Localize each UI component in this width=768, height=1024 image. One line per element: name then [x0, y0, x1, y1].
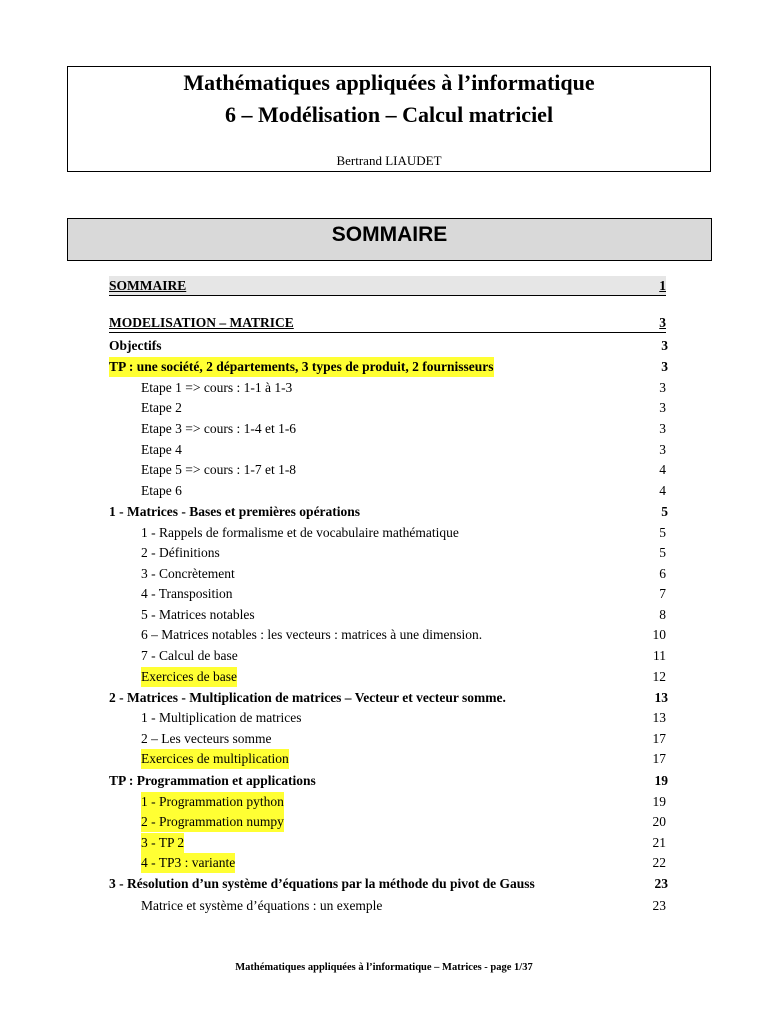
toc-entry-page: 11 [653, 648, 666, 663]
toc-entry-label: 4 - Transposition [141, 586, 233, 601]
toc-entry-page: 19 [654, 773, 668, 788]
toc-entry[interactable] [109, 605, 666, 625]
toc-entry[interactable] [109, 584, 666, 604]
toc-entry-page: 1 [659, 278, 666, 293]
toc-entry[interactable] [109, 502, 666, 522]
document-title: Mathématiques appliquées à l’informatique [183, 70, 595, 95]
toc-entry-label: 3 - Concrètement [141, 566, 235, 581]
toc-entry-label: Etape 4 [141, 442, 182, 457]
toc-entry[interactable] [109, 625, 666, 645]
toc-entry[interactable] [109, 688, 666, 708]
document-title-box [67, 66, 711, 172]
toc-entry[interactable] [109, 276, 666, 296]
toc-entry-page: 3 [659, 315, 666, 330]
toc-entry-label: Etape 5 => cours : 1-7 et 1-8 [141, 462, 297, 477]
toc-entry-label: TP : une société, 2 départements, 3 types de produit, 2 fournisseurs [109, 357, 494, 377]
toc-entry[interactable] [109, 481, 666, 501]
toc-entry-label: 3 - Résolution d’un système d’équations par la méthode du pivot de Gauss [109, 876, 535, 891]
toc-entry[interactable] [109, 357, 666, 377]
toc-entry-page: 10 [652, 627, 666, 642]
toc-entry[interactable] [109, 667, 666, 687]
toc-entry[interactable] [109, 313, 666, 333]
toc-entry-page: 3 [661, 359, 668, 374]
toc-entry-page: 6 [659, 566, 666, 581]
toc-entry-page: 8 [659, 607, 666, 622]
toc-entry-label: 1 - Matrices - Bases et premières opérations [109, 504, 361, 519]
toc-entry-page: 3 [659, 421, 666, 436]
sommaire-heading: SOMMAIRE [331, 223, 448, 246]
toc-entry-label: 6 – Matrices notables : les vecteurs : matrices à une dimension. [141, 627, 483, 642]
toc-entry-page: 3 [661, 338, 668, 353]
toc-entry-label: 7 - Calcul de base [141, 648, 238, 663]
toc-entry-page: 4 [659, 483, 666, 498]
toc-entry[interactable] [109, 833, 666, 853]
toc-entry-label: Etape 1 => cours : 1-1 à 1-3 [141, 380, 293, 395]
toc-entry-label: Exercices de base [141, 667, 237, 687]
toc-entry-label: 4 - TP3 : variante [141, 853, 235, 873]
toc-entry[interactable] [109, 792, 666, 812]
toc-entry[interactable] [109, 896, 666, 916]
toc-entry-page: 19 [652, 794, 666, 809]
toc-entry-page: 23 [654, 876, 668, 891]
toc-entry-page: 13 [652, 710, 666, 725]
toc-entry-label: 1 - Programmation python [141, 792, 284, 812]
page-footer: Mathématiques appliquées à l’informatique – Matrices - page 1/37 [235, 962, 533, 973]
document-subtitle: 6 – Modélisation – Calcul matriciel [224, 102, 554, 127]
toc-entry-label: Etape 6 [141, 483, 182, 498]
toc-entry[interactable] [109, 523, 666, 543]
toc-entry[interactable] [109, 440, 666, 460]
toc-entry-label: 2 - Matrices - Multiplication de matrices – Vecteur et vecteur somme. [109, 690, 506, 705]
toc-entry-page: 5 [661, 504, 668, 519]
toc-entry-label: 2 – Les vecteurs somme [141, 731, 272, 746]
toc-entry[interactable] [109, 853, 666, 873]
toc-entry[interactable] [109, 646, 666, 666]
toc-entry-label: TP : Programmation et applications [109, 773, 316, 788]
toc-entry-page: 7 [659, 586, 666, 601]
toc-entry-page: 3 [659, 442, 666, 457]
toc-entry[interactable] [109, 771, 666, 791]
toc-entry-page: 17 [652, 751, 666, 766]
toc-entry-label: 1 - Rappels de formalisme et de vocabulaire mathématique [141, 525, 459, 540]
toc-entry-label: Etape 2 [141, 400, 182, 415]
toc-entry[interactable] [109, 336, 666, 356]
toc-entry[interactable] [109, 708, 666, 728]
toc-entry-label: 5 - Matrices notables [141, 607, 255, 622]
toc-entry-label: Etape 3 => cours : 1-4 et 1-6 [141, 421, 297, 436]
toc-entry-page: 20 [652, 814, 666, 829]
toc-entry[interactable] [109, 460, 666, 480]
toc-entry-page: 13 [654, 690, 668, 705]
toc-entry-label: SOMMAIRE [109, 278, 187, 293]
toc-entry[interactable] [109, 543, 666, 563]
toc-entry[interactable] [109, 564, 666, 584]
toc-entry[interactable] [109, 749, 666, 769]
toc-entry[interactable] [109, 729, 666, 749]
toc-entry-label: Matrice et système d’équations : un exemple [141, 898, 383, 913]
toc-entry[interactable] [109, 378, 666, 398]
toc-entry-page: 3 [659, 380, 666, 395]
author-name: Bertrand LIAUDET [336, 153, 442, 168]
toc-entry-page: 4 [659, 462, 666, 477]
toc-entry-page: 12 [652, 669, 666, 684]
toc-entry[interactable] [109, 812, 666, 832]
toc-entry-label: MODELISATION – MATRICE [109, 315, 294, 330]
toc-entry-page: 21 [652, 835, 666, 850]
toc-entry-page: 23 [652, 898, 666, 913]
toc-entry[interactable] [109, 398, 666, 418]
toc-entry-label: 3 - TP 2 [141, 833, 184, 853]
toc-entry-label: 2 - Programmation numpy [141, 812, 284, 832]
toc-entry-page: 5 [659, 525, 666, 540]
toc-entry-label: 2 - Définitions [141, 545, 220, 560]
toc-entry-label: Exercices de multiplication [141, 749, 289, 769]
sommaire-banner [67, 218, 712, 261]
toc-entry-page: 3 [659, 400, 666, 415]
toc-entry-label: 1 - Multiplication de matrices [141, 710, 302, 725]
toc-entry-page: 17 [652, 731, 666, 746]
toc-entry[interactable] [109, 419, 666, 439]
toc-entry-label: Objectifs [109, 338, 162, 353]
toc-entry[interactable] [109, 874, 666, 894]
toc-entry-page: 5 [659, 545, 666, 560]
toc-entry-page: 22 [652, 855, 666, 870]
